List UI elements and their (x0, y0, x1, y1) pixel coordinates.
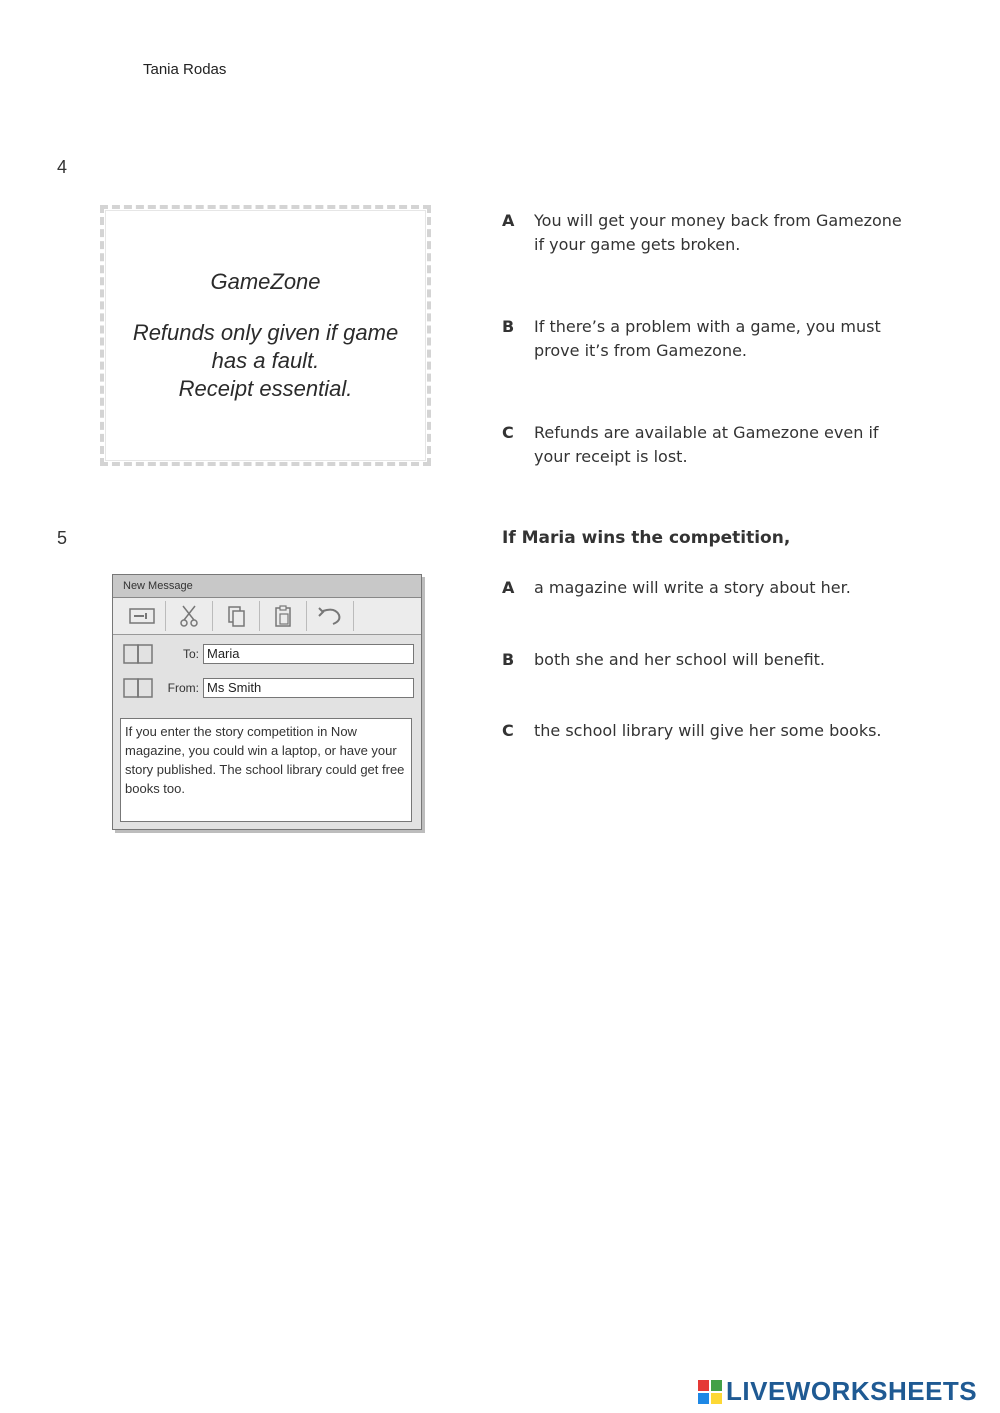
q5-question-stem: If Maria wins the competition, (502, 528, 791, 548)
option-letter: C (502, 423, 514, 442)
from-label: From: (167, 681, 199, 695)
option-letter: A (502, 578, 515, 597)
question-4-number: 4 (57, 157, 68, 177)
email-title-bar: New Message (113, 575, 421, 598)
option-letter: B (502, 317, 515, 336)
undo-icon (307, 601, 354, 631)
liveworksheets-logo (698, 1376, 977, 1407)
address-book-icon (123, 677, 155, 699)
notice-line: Refunds only given if game (132, 320, 399, 345)
logo-block (711, 1393, 722, 1404)
email-window (112, 574, 422, 830)
gamezone-notice (100, 205, 431, 466)
email-body: If you enter the story competition in Now magazine, you could win a laptop, or have your story published. The school library could get free books too. (120, 718, 412, 822)
q4-option-b[interactable] (502, 315, 914, 363)
option-text: Refunds are available at Gamezone even if your receipt is lost. (534, 423, 879, 466)
option-letter: B (502, 650, 515, 669)
logo-wordmark: LIVEWORKSHEETS (726, 1376, 978, 1406)
option-text: If there’s a problem with a game, you must prove it’s from Gamezone. (534, 317, 881, 360)
email-toolbar (113, 598, 421, 635)
to-label: To: (182, 647, 199, 661)
email-from-row (113, 671, 421, 705)
q5-option-a[interactable] (502, 576, 914, 600)
paste-icon (260, 601, 307, 631)
logo-block (711, 1380, 722, 1391)
send-icon (119, 601, 166, 631)
email-to-row (113, 637, 421, 671)
option-text: You will get your money back from Gamezone if your game gets broken. (534, 211, 902, 254)
q4-option-c[interactable] (502, 421, 914, 469)
option-text: a magazine will write a story about her. (534, 578, 851, 597)
option-letter: C (502, 721, 514, 740)
from-field: Ms Smith (203, 678, 414, 698)
cut-icon (166, 601, 213, 631)
q4-option-a[interactable] (502, 209, 914, 257)
author-name: Tania Rodas (143, 61, 227, 78)
logo-block (698, 1393, 709, 1404)
question-5-number: 5 (57, 528, 68, 548)
notice-body (104, 319, 427, 403)
q5-option-c[interactable] (502, 719, 914, 743)
q5-option-b[interactable] (502, 648, 914, 672)
notice-line: Receipt essential. (178, 376, 353, 401)
option-text: both she and her school will benefit. (534, 650, 825, 669)
address-book-icon (123, 643, 155, 665)
notice-title: GameZone (210, 269, 321, 294)
copy-icon (213, 601, 260, 631)
notice-line: has a fault. (211, 348, 320, 373)
option-letter: A (502, 211, 515, 230)
logo-block (698, 1380, 709, 1391)
logo-blocks-icon (698, 1380, 722, 1404)
option-text: the school library will give her some books. (534, 721, 882, 740)
to-field: Maria (203, 644, 414, 664)
